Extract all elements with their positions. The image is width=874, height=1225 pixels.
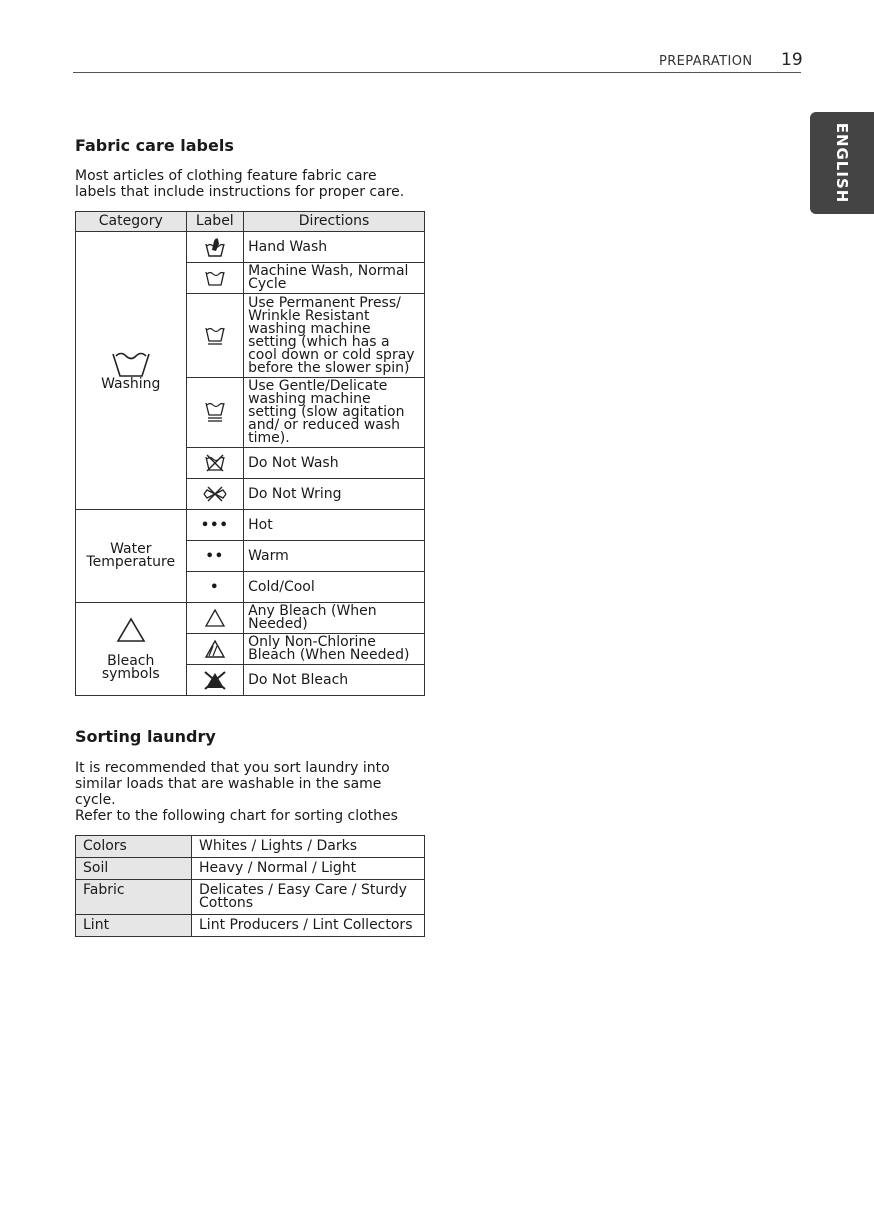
direction-text: Do Not Wash	[248, 454, 339, 471]
direction-text: Cold/Cool	[248, 578, 315, 595]
direction-text: Hot	[248, 516, 273, 533]
sort-key: Fabric	[76, 880, 192, 915]
sorting-title: Sorting laundry	[75, 727, 216, 746]
label-cell	[186, 294, 244, 378]
table-row	[76, 915, 425, 937]
sort-value-text: Heavy / Normal / Light	[199, 860, 357, 876]
non-chlorine-bleach-icon	[204, 639, 226, 659]
direction-text: and/ or reduced wash	[248, 417, 401, 433]
category-label: Water	[110, 541, 152, 557]
direction-cell	[244, 378, 425, 448]
machine-wash-icon	[204, 269, 226, 287]
direction-text: Machine Wash, Normal	[248, 263, 409, 279]
intro-line: Refer to the following chart for sorting clothes	[75, 808, 398, 824]
category-label: symbols	[101, 666, 160, 682]
sorting-table	[75, 835, 425, 937]
page-number: 19	[781, 50, 803, 70]
direction-text: Hand Wash	[248, 238, 328, 255]
label-cell	[186, 378, 244, 448]
sort-value	[192, 880, 425, 915]
direction-text: Use Gentle/Delicate	[248, 378, 388, 394]
warm-dots-symbol: ••	[186, 541, 244, 572]
category-washing	[76, 232, 187, 510]
hand-wash-icon	[204, 236, 226, 258]
header-rule	[73, 72, 801, 73]
fabric-care-intro	[75, 168, 435, 200]
table-row	[76, 836, 425, 858]
sort-value	[192, 915, 425, 937]
direction-text: Cycle	[248, 276, 287, 292]
direction-text: Warm	[248, 547, 289, 564]
label-cell	[186, 232, 244, 263]
direction-text: Do Not Bleach	[248, 671, 349, 688]
any-bleach-icon	[204, 608, 226, 628]
sort-value	[192, 836, 425, 858]
direction-text: washing machine	[248, 320, 371, 337]
sort-value-text: Cottons	[199, 895, 254, 911]
direction-text: time).	[248, 430, 290, 446]
direction-cell	[244, 665, 425, 696]
direction-text: before the slower spin)	[248, 359, 410, 376]
column-header: Directions	[244, 212, 425, 232]
table-row	[76, 510, 425, 541]
do-not-wash-icon	[204, 454, 226, 472]
direction-text: Needed)	[248, 616, 308, 632]
direction-cell	[244, 572, 425, 603]
table-row	[76, 880, 425, 915]
label-cell	[186, 634, 244, 665]
table-row	[76, 603, 425, 634]
intro-line: similar loads that are washable in the same	[75, 776, 382, 792]
direction-text: cool down or cold spray	[248, 346, 415, 363]
table-row	[76, 232, 425, 263]
direction-text: Only Non-Chlorine	[248, 634, 376, 650]
direction-cell	[244, 541, 425, 572]
category-water-temperature	[76, 510, 187, 603]
direction-cell	[244, 603, 425, 634]
direction-cell	[244, 294, 425, 378]
direction-text: washing machine	[248, 391, 371, 407]
direction-text: Any Bleach (When	[248, 603, 377, 619]
direction-text: Wrinkle Resistant	[248, 307, 370, 324]
hot-dots-symbol: •••	[186, 510, 244, 541]
sort-value-text: Whites / Lights / Darks	[199, 838, 357, 854]
intro-line: cycle.	[75, 792, 116, 808]
table-header-row	[76, 212, 425, 232]
sort-key: Lint	[76, 915, 192, 937]
label-cell	[186, 263, 244, 294]
sort-key: Colors	[76, 836, 192, 858]
gentle-wash-icon	[204, 401, 226, 424]
label-cell	[186, 479, 244, 510]
direction-text: Bleach (When Needed)	[248, 647, 410, 663]
sort-value-text: Lint Producers / Lint Collectors	[199, 917, 413, 933]
direction-cell	[244, 232, 425, 263]
permanent-press-icon	[204, 326, 226, 346]
label-cell	[186, 665, 244, 696]
sort-key: Soil	[76, 858, 192, 880]
section-name: PREPARATION	[659, 54, 753, 69]
direction-cell	[244, 479, 425, 510]
bleach-triangle-icon	[116, 617, 146, 643]
fabric-care-title: Fabric care labels	[75, 136, 234, 155]
direction-cell	[244, 263, 425, 294]
intro-line: It is recommended that you sort laundry into	[75, 760, 390, 776]
category-label: Temperature	[86, 554, 176, 570]
label-cell	[186, 603, 244, 634]
column-header: Label	[186, 212, 244, 232]
direction-cell	[244, 448, 425, 479]
language-tab	[810, 112, 874, 214]
sort-value	[192, 858, 425, 880]
direction-text: Use Permanent Press/	[248, 294, 401, 311]
direction-cell	[244, 634, 425, 665]
table-row	[76, 858, 425, 880]
sorting-intro	[75, 760, 435, 824]
washtub-icon	[112, 350, 150, 378]
direction-text: Do Not Wring	[248, 485, 342, 502]
label-cell	[186, 448, 244, 479]
do-not-bleach-icon	[202, 670, 228, 690]
intro-line: labels that include instructions for proper care.	[75, 184, 405, 200]
intro-line: Most articles of clothing feature fabric care	[75, 168, 377, 184]
fabric-care-table	[75, 211, 425, 696]
column-header: Category	[76, 212, 187, 232]
category-label: Bleach	[107, 653, 155, 669]
do-not-wring-icon	[202, 486, 228, 502]
sort-value-text: Delicates / Easy Care / Sturdy	[199, 882, 407, 898]
direction-text: setting (slow agitation	[248, 404, 405, 420]
category-bleach	[76, 603, 187, 696]
language-tab-label: ENGLISH	[833, 122, 851, 204]
direction-text: setting (which has a	[248, 333, 390, 350]
category-label: Washing	[101, 376, 161, 392]
direction-cell	[244, 510, 425, 541]
cold-dots-symbol: •	[186, 572, 244, 603]
